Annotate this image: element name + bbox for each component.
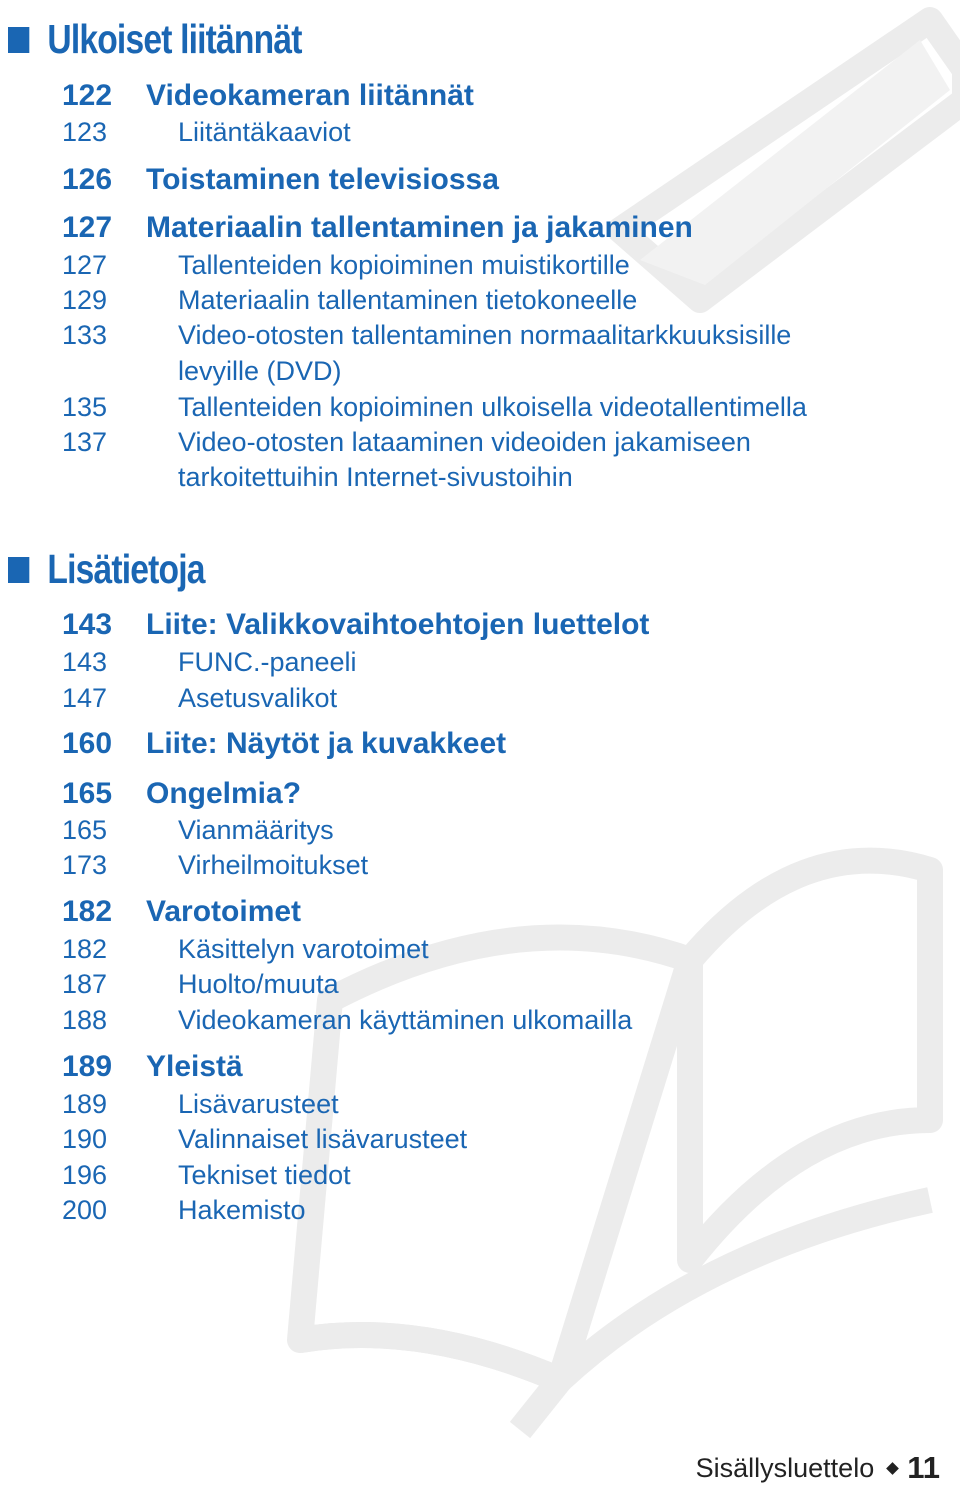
page-number: 126 bbox=[62, 163, 113, 196]
page-number: 187 bbox=[62, 969, 108, 999]
section-bullet-icon bbox=[8, 27, 29, 53]
section-title-ulkoiset-liitannat bbox=[8, 16, 302, 63]
page-number: 173 bbox=[62, 850, 108, 880]
entry-title: Ongelmia? bbox=[146, 777, 302, 810]
entry-title: Videokameran liitännät bbox=[146, 79, 474, 112]
page-number: 137 bbox=[62, 427, 108, 457]
entry-title: Materiaalin tallentaminen ja jakaminen bbox=[146, 211, 693, 244]
page-number: 143 bbox=[62, 608, 113, 641]
entry-title: Huolto/muuta bbox=[178, 969, 339, 999]
page-number: 165 bbox=[62, 815, 108, 845]
section-title-text: Lisätietoja bbox=[47, 546, 205, 592]
entry-title: Käsittelyn varotoimet bbox=[178, 934, 429, 964]
page-number: 200 bbox=[62, 1195, 108, 1225]
entry-title: Tallenteiden kopioiminen ulkoisella videotallentimella bbox=[178, 392, 807, 422]
page-number: 147 bbox=[62, 683, 108, 713]
page-number: 188 bbox=[62, 1005, 108, 1035]
entry-title: Virheilmoitukset bbox=[178, 850, 369, 880]
page-number: 190 bbox=[62, 1124, 108, 1154]
page-number: 135 bbox=[62, 392, 108, 422]
page-number: 129 bbox=[62, 285, 108, 315]
entry-title: levyille (DVD) bbox=[178, 356, 342, 386]
entry-title: Toistaminen televisiossa bbox=[146, 163, 499, 196]
page-number: 182 bbox=[62, 934, 108, 964]
entry-title: Liitäntäkaaviot bbox=[178, 117, 351, 147]
entry-title: Hakemisto bbox=[178, 1195, 306, 1225]
entry-title: Videokameran käyttäminen ulkomailla bbox=[178, 1005, 633, 1035]
entry-title: Tallenteiden kopioiminen muistikortille bbox=[178, 250, 630, 280]
page-number-footer: 11 bbox=[907, 1450, 940, 1485]
entry-title: Video-otosten lataaminen videoiden jakamiseen bbox=[178, 427, 751, 457]
entry-title: Valinnaiset lisävarusteet bbox=[178, 1124, 468, 1154]
page-number: 196 bbox=[62, 1160, 108, 1190]
page-number: 123 bbox=[62, 117, 108, 147]
page-number: 189 bbox=[62, 1089, 108, 1119]
entry-title: Vianmääritys bbox=[178, 815, 334, 845]
entry-title: Materiaalin tallentaminen tietokoneelle bbox=[178, 285, 638, 315]
section-bullet-icon bbox=[8, 557, 29, 583]
page-number: 133 bbox=[62, 320, 108, 350]
entry-title: Liite: Näytöt ja kuvakkeet bbox=[146, 727, 507, 760]
diamond-icon bbox=[886, 1462, 899, 1475]
page-footer bbox=[696, 1450, 940, 1486]
entry-title: Tekniset tiedot bbox=[178, 1160, 351, 1190]
entry-title: Asetusvalikot bbox=[178, 683, 338, 713]
entry-title: Liite: Valikkovaihtoehtojen luettelot bbox=[146, 608, 650, 641]
section-title-lisatietoja bbox=[8, 546, 205, 593]
page-number: 160 bbox=[62, 727, 113, 760]
section-title-text: Ulkoiset liitännät bbox=[47, 16, 302, 62]
entry-title: Video-otosten tallentaminen normaalitarkkuuksisille bbox=[178, 320, 792, 350]
page-number: 127 bbox=[62, 211, 113, 244]
page-number: 143 bbox=[62, 647, 108, 677]
entry-title: Lisävarusteet bbox=[178, 1089, 339, 1119]
page-number: 182 bbox=[62, 895, 113, 928]
entry-title: Yleistä bbox=[146, 1050, 243, 1083]
page-number: 122 bbox=[62, 79, 113, 112]
entry-title: Varotoimet bbox=[146, 895, 302, 928]
page-number: 127 bbox=[62, 250, 108, 280]
page-number: 165 bbox=[62, 777, 113, 810]
entry-title: tarkoitettuihin Internet-sivustoihin bbox=[178, 462, 573, 492]
page-number: 189 bbox=[62, 1050, 113, 1083]
entry-title: FUNC.-paneeli bbox=[178, 647, 357, 677]
footer-label: Sisällysluettelo bbox=[695, 1452, 875, 1483]
